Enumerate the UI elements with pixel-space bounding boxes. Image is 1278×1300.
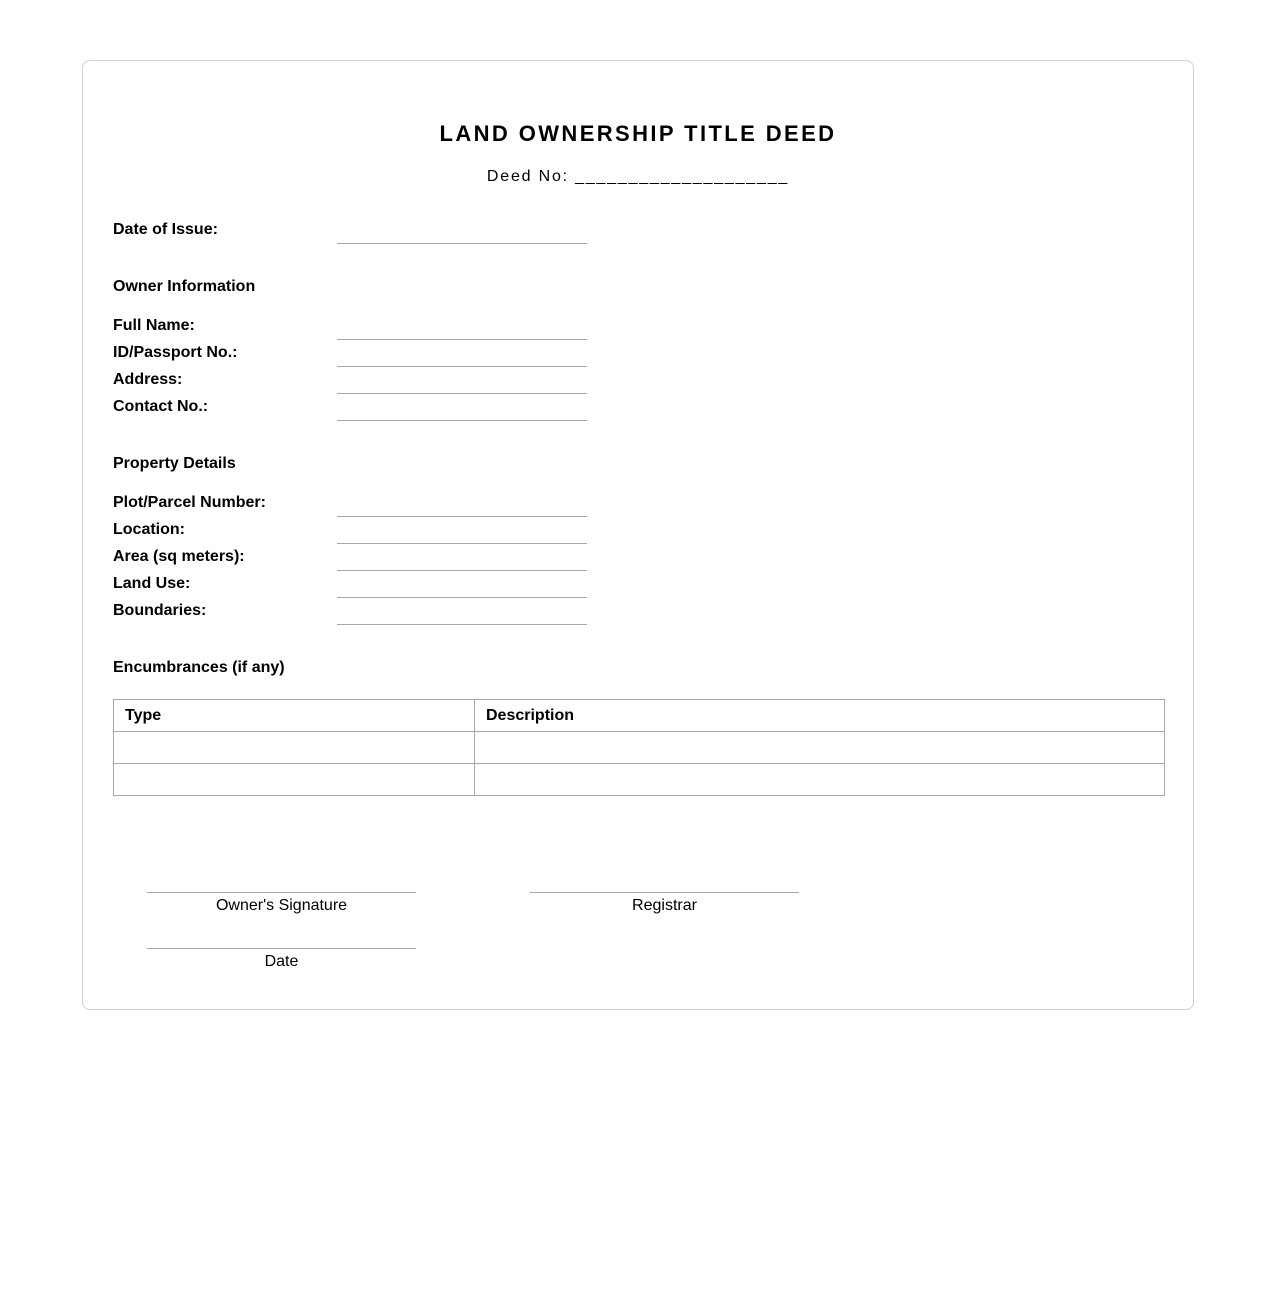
table-row bbox=[114, 764, 1165, 796]
address-label: Address: bbox=[113, 371, 183, 388]
contact-no-field[interactable] bbox=[337, 420, 587, 421]
registrar-signature-line[interactable] bbox=[530, 892, 799, 893]
description-cell[interactable] bbox=[475, 764, 1165, 796]
type-cell[interactable] bbox=[114, 764, 475, 796]
owner-signature-line[interactable] bbox=[147, 892, 416, 893]
deed-card bbox=[82, 60, 1194, 1010]
owner-signature-label: Owner's Signature bbox=[215, 897, 348, 914]
type-cell[interactable] bbox=[114, 732, 475, 764]
land-use-label: Land Use: bbox=[113, 575, 191, 592]
area-label: Area (sq meters): bbox=[113, 548, 245, 565]
boundaries-label: Boundaries: bbox=[113, 602, 207, 619]
date-of-issue-label: Date of Issue: bbox=[113, 221, 218, 238]
property-section-heading: Property Details bbox=[113, 455, 236, 472]
boundaries-field[interactable] bbox=[337, 624, 587, 625]
land-use-field[interactable] bbox=[337, 597, 587, 598]
deed-number: Deed No: ____________________ bbox=[486, 168, 790, 185]
id-passport-label: ID/Passport No.: bbox=[113, 344, 238, 361]
location-label: Location: bbox=[113, 521, 185, 538]
area-field[interactable] bbox=[337, 570, 587, 571]
page-title: LAND OWNERSHIP TITLE DEED bbox=[439, 121, 837, 146]
plot-number-label: Plot/Parcel Number: bbox=[113, 494, 266, 511]
encumbrances-heading: Encumbrances (if any) bbox=[113, 659, 285, 676]
date-of-issue-field[interactable] bbox=[337, 243, 587, 244]
address-field[interactable] bbox=[337, 393, 587, 394]
plot-number-field[interactable] bbox=[337, 516, 587, 517]
table-header-row bbox=[114, 700, 1165, 732]
registrar-label: Registrar bbox=[632, 897, 697, 914]
date-signature-line[interactable] bbox=[147, 948, 416, 949]
id-passport-field[interactable] bbox=[337, 366, 587, 367]
table-row bbox=[114, 732, 1165, 764]
owner-section-heading: Owner Information bbox=[113, 278, 256, 295]
location-field[interactable] bbox=[337, 543, 587, 544]
column-header-type: Type bbox=[114, 700, 475, 732]
encumbrances-table bbox=[113, 699, 1165, 796]
full-name-field[interactable] bbox=[337, 339, 587, 340]
full-name-label: Full Name: bbox=[113, 317, 195, 334]
column-header-description: Description bbox=[475, 700, 1165, 732]
description-cell[interactable] bbox=[475, 732, 1165, 764]
contact-no-label: Contact No.: bbox=[113, 398, 209, 415]
date-label: Date bbox=[264, 953, 299, 970]
